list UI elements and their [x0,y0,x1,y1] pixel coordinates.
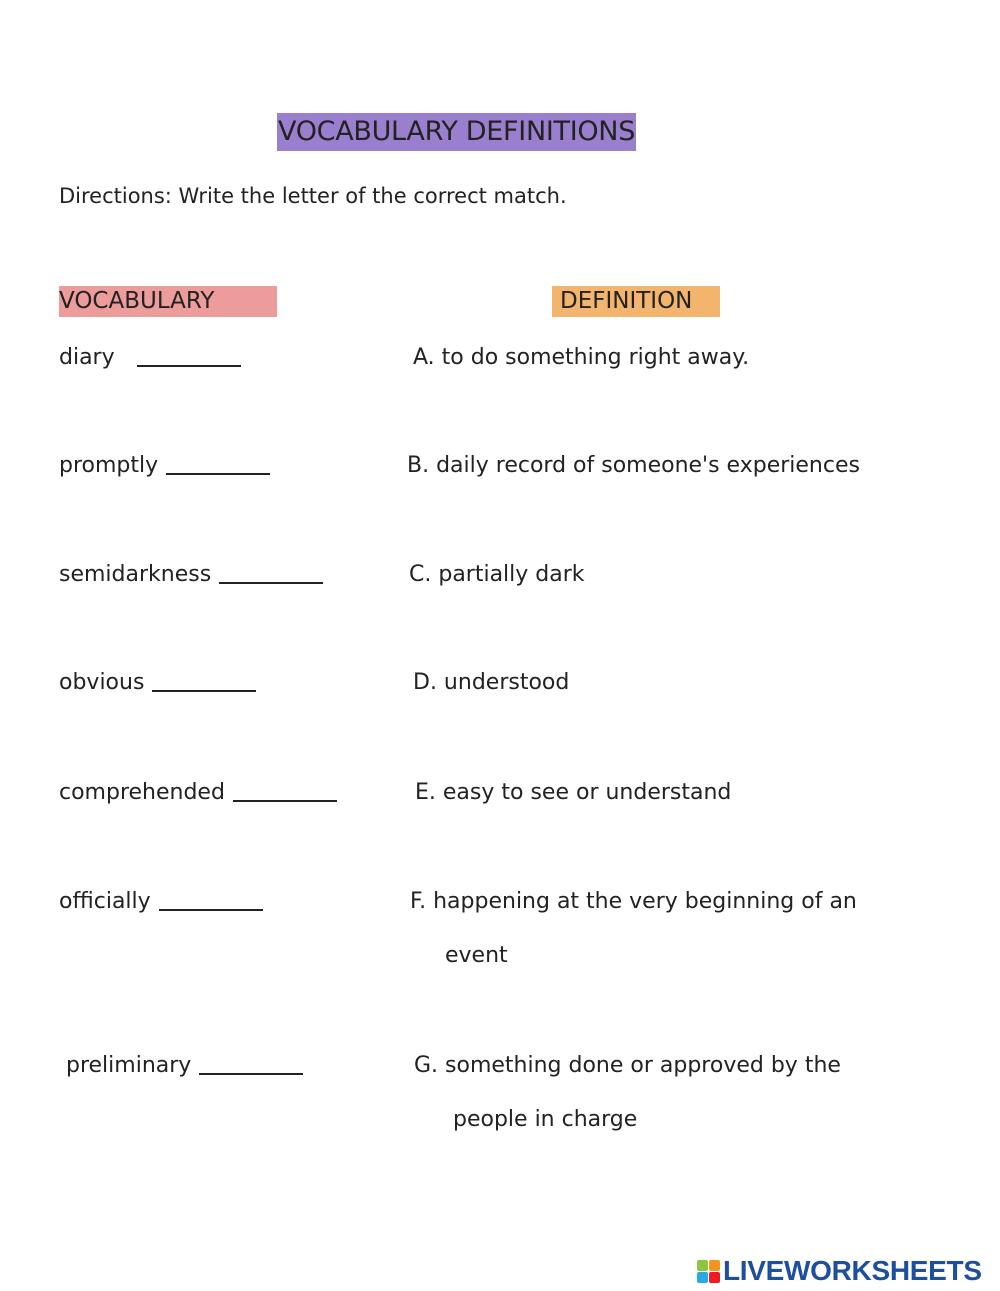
definition-a: A. to do something right away. [413,345,750,370]
definition-g-continued: people in charge [453,1107,638,1132]
vocab-item-officially [59,886,263,918]
logo-cubes-icon [697,1260,720,1283]
vocab-item-preliminary [66,1050,303,1082]
definition-c: C. partially dark [409,562,585,587]
answer-blank[interactable] [137,365,241,367]
vocab-item-semidarkness [59,559,323,591]
vocab-word: comprehended [59,780,225,805]
vocab-word: diary [59,345,115,370]
answer-blank[interactable] [233,800,337,802]
vocabulary-header: VOCABULARY [59,286,277,317]
vocab-item-diary [59,342,241,374]
vocab-word: officially [59,889,151,914]
vocab-word: semidarkness [59,562,212,587]
vocab-item-comprehended [59,777,337,809]
vocab-word: obvious [59,670,145,695]
definition-g: G. something done or approved by the [414,1053,841,1078]
definition-f: F. happening at the very beginning of an [410,889,857,914]
liveworksheets-logo [697,1254,982,1288]
definition-e: E. easy to see or understand [415,780,732,805]
definition-header: DEFINITION [552,286,720,317]
vocab-item-promptly [59,450,270,482]
answer-blank[interactable] [152,690,256,692]
logo-text: LIVEWORKSHEETS [723,1255,982,1286]
vocab-item-obvious [59,667,256,699]
answer-blank[interactable] [219,582,323,584]
worksheet-title: VOCABULARY DEFINITIONS [277,113,636,151]
answer-blank[interactable] [166,473,270,475]
directions-text: Directions: Write the letter of the correct match. [59,184,567,208]
answer-blank[interactable] [199,1073,303,1075]
vocab-word: promptly [59,453,159,478]
definition-f-continued: event [445,943,508,968]
definition-d: D. understood [413,670,570,695]
answer-blank[interactable] [159,909,263,911]
vocab-word: preliminary [66,1053,192,1078]
definition-b: B. daily record of someone's experiences [407,453,860,478]
